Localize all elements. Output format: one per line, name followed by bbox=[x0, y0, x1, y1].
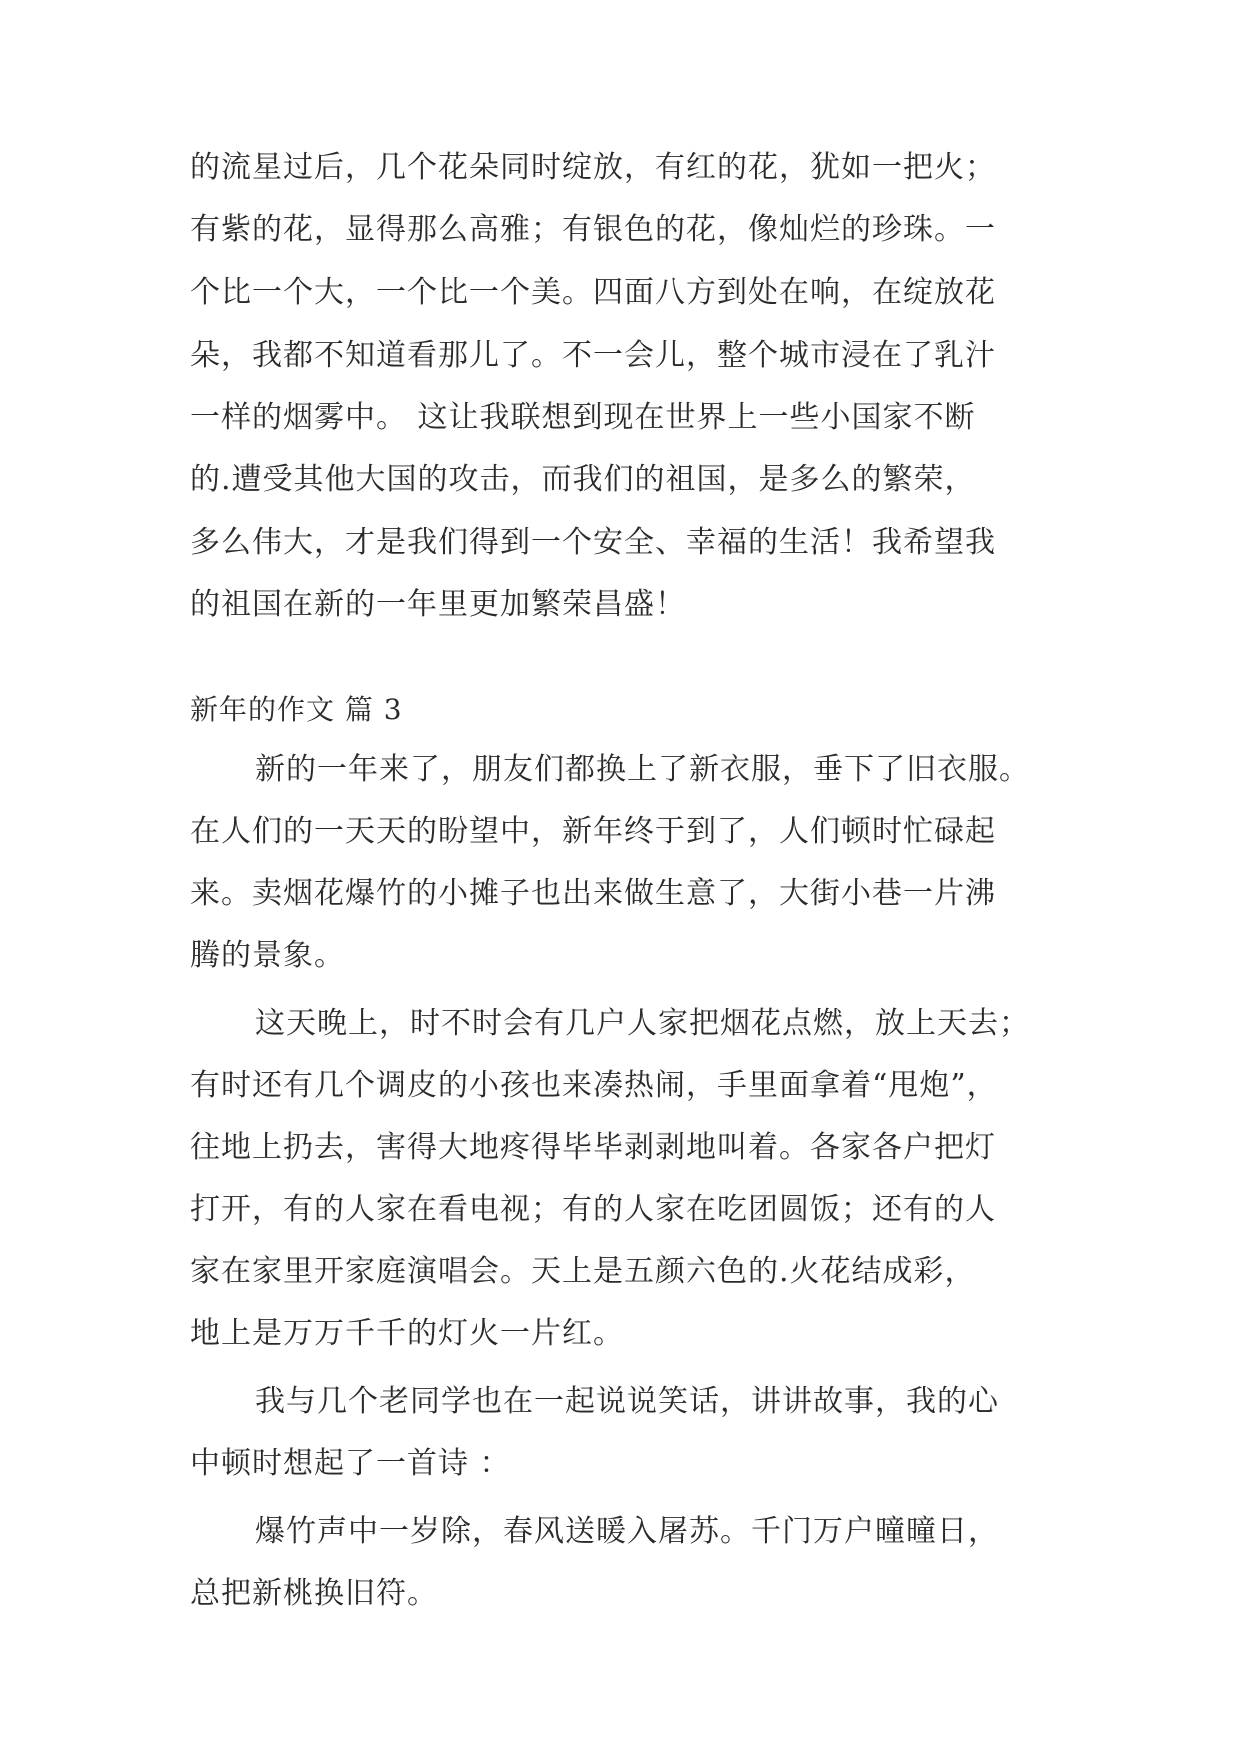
text-line: 的.遭受其他大国的攻击，而我们的祖国，是多么的繁荣， bbox=[190, 462, 976, 497]
text-line: 个比一个大，一个比一个美。四面八方到处在响，在绽放花 bbox=[190, 275, 996, 310]
text-line: 在人们的一天天的盼望中，新年终于到了，人们顿时忙碌起 bbox=[190, 814, 996, 849]
text-line: 有紫的花，显得那么高雅；有银色的花，像灿烂的珍珠。一 bbox=[190, 212, 996, 247]
text-line: 的流星过后，几个花朵同时绽放，有红的花，犹如一把火； bbox=[190, 150, 996, 185]
text-line: 往地上扔去，害得大地疼得毕毕剥剥地叫着。各家各户把灯 bbox=[190, 1130, 996, 1165]
text-line: 来。卖烟花爆竹的小摊子也出来做生意了，大街小巷一片沸 bbox=[190, 876, 996, 911]
text-line: 的祖国在新的一年里更加繁荣昌盛！ bbox=[190, 587, 686, 622]
text-line: 新的一年来了，朋友们都换上了新衣服，垂下了旧衣服。 bbox=[255, 752, 1030, 787]
text-line: 爆竹声中一岁除，春风送暖入屠苏。千门万户曈曈日， bbox=[255, 1514, 999, 1549]
text-line: 打开，有的人家在看电视；有的人家在吃团圆饭；还有的人 bbox=[190, 1192, 996, 1227]
text-line: 总把新桃换旧符。 bbox=[190, 1576, 438, 1611]
text-line: 这天晚上，时不时会有几户人家把烟花点燃，放上天去； bbox=[255, 1006, 1030, 1041]
text-line: 一样的烟雾中。 这让我联想到现在世界上一些小国家不断 bbox=[190, 400, 976, 435]
text-line: 多么伟大，才是我们得到一个安全、幸福的生活！我希望我 bbox=[190, 525, 996, 560]
text-line: 中顿时想起了一首诗 ： bbox=[190, 1446, 511, 1481]
text-line: 地上是万万千千的灯火一片红。 bbox=[190, 1316, 624, 1351]
text-line: 家在家里开家庭演唱会。天上是五颜六色的.火花结成彩， bbox=[190, 1254, 976, 1289]
text-line: 朵，我都不知道看那儿了。不一会儿，整个城市浸在了乳汁 bbox=[190, 338, 996, 373]
text-line: 腾的景象。 bbox=[190, 938, 345, 973]
text-line: 我与几个老同学也在一起说说笑话，讲讲故事，我的心 bbox=[255, 1384, 999, 1419]
text-line: 有时还有几个调皮的小孩也来凑热闹，手里面拿着“甩炮”， bbox=[190, 1068, 998, 1103]
section-title: 新年的作文 篇 3 bbox=[190, 693, 403, 726]
